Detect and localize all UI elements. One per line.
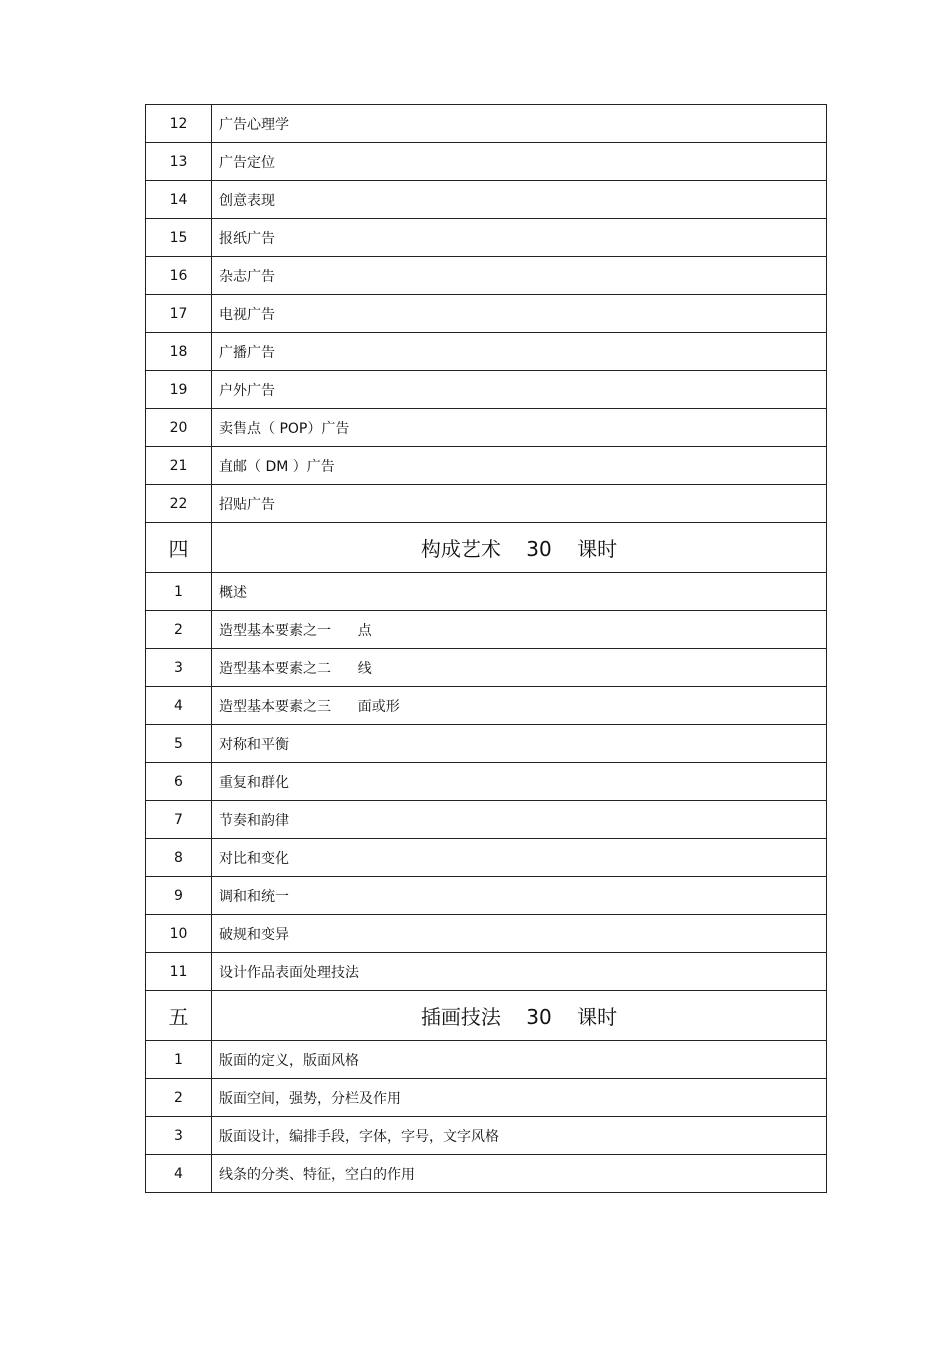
row-number: 3: [146, 1117, 212, 1155]
row-topic: 版面设计，编排手段，字体，字号，文字风格: [212, 1117, 827, 1155]
row-number: 1: [146, 1041, 212, 1079]
row-number: 16: [146, 257, 212, 295]
table-row: [146, 333, 827, 371]
row-number: 7: [146, 801, 212, 839]
table-row: [146, 915, 827, 953]
table-row: [146, 877, 827, 915]
row-number: 13: [146, 143, 212, 181]
syllabus-table: [145, 104, 827, 1193]
table-row: [146, 839, 827, 877]
section-header-row: [146, 523, 827, 573]
table-row: [146, 1041, 827, 1079]
row-number: 4: [146, 687, 212, 725]
table-row: [146, 1155, 827, 1193]
row-number: 5: [146, 725, 212, 763]
row-number: 6: [146, 763, 212, 801]
row-number: 1: [146, 573, 212, 611]
section-title: 构成艺术 30 课时: [212, 523, 827, 573]
row-topic: 调和和统一: [212, 877, 827, 915]
row-number: 2: [146, 611, 212, 649]
syllabus-table-body: [146, 105, 827, 1193]
row-topic: 户外广告: [212, 371, 827, 409]
row-number: 12: [146, 105, 212, 143]
table-row: [146, 611, 827, 649]
table-row: [146, 219, 827, 257]
table-row: [146, 295, 827, 333]
row-number: 14: [146, 181, 212, 219]
row-topic: 广播广告: [212, 333, 827, 371]
table-row: [146, 763, 827, 801]
section-header-row: [146, 991, 827, 1041]
row-number: 11: [146, 953, 212, 991]
row-topic: 对称和平衡: [212, 725, 827, 763]
table-row: [146, 953, 827, 991]
row-number: 2: [146, 1079, 212, 1117]
table-row: [146, 801, 827, 839]
table-row: [146, 573, 827, 611]
row-number: 18: [146, 333, 212, 371]
row-number: 20: [146, 409, 212, 447]
row-topic: 破规和变异: [212, 915, 827, 953]
row-number: 21: [146, 447, 212, 485]
row-topic: 线条的分类、特征，空白的作用: [212, 1155, 827, 1193]
row-number: 15: [146, 219, 212, 257]
section-title: 插画技法 30 课时: [212, 991, 827, 1041]
row-topic: 广告心理学: [212, 105, 827, 143]
table-row: [146, 725, 827, 763]
section-number: 五: [146, 991, 212, 1041]
row-number: 3: [146, 649, 212, 687]
table-row: [146, 485, 827, 523]
row-topic: 重复和群化: [212, 763, 827, 801]
table-row: [146, 1117, 827, 1155]
row-number: 9: [146, 877, 212, 915]
row-topic: 广告定位: [212, 143, 827, 181]
row-number: 22: [146, 485, 212, 523]
row-topic: 对比和变化: [212, 839, 827, 877]
row-topic: 招贴广告: [212, 485, 827, 523]
row-topic: 版面空间，强势，分栏及作用: [212, 1079, 827, 1117]
row-topic: 杂志广告: [212, 257, 827, 295]
table-row: [146, 649, 827, 687]
row-number: 8: [146, 839, 212, 877]
table-row: [146, 1079, 827, 1117]
row-topic: 版面的定义，版面风格: [212, 1041, 827, 1079]
row-topic: 直邮（ DM ）广告: [212, 447, 827, 485]
row-topic: 电视广告: [212, 295, 827, 333]
row-topic: 设计作品表面处理技法: [212, 953, 827, 991]
table-row: [146, 105, 827, 143]
table-row: [146, 409, 827, 447]
table-row: [146, 371, 827, 409]
row-topic: 造型基本要素之一 点: [212, 611, 827, 649]
table-row: [146, 143, 827, 181]
row-number: 4: [146, 1155, 212, 1193]
section-number: 四: [146, 523, 212, 573]
row-topic: 节奏和韵律: [212, 801, 827, 839]
table-row: [146, 181, 827, 219]
table-row: [146, 257, 827, 295]
row-number: 10: [146, 915, 212, 953]
row-topic: 卖售点（ POP）广告: [212, 409, 827, 447]
row-topic: 造型基本要素之二 线: [212, 649, 827, 687]
row-number: 19: [146, 371, 212, 409]
row-topic: 报纸广告: [212, 219, 827, 257]
row-topic: 造型基本要素之三 面或形: [212, 687, 827, 725]
row-number: 17: [146, 295, 212, 333]
row-topic: 创意表现: [212, 181, 827, 219]
table-row: [146, 447, 827, 485]
table-row: [146, 687, 827, 725]
row-topic: 概述: [212, 573, 827, 611]
